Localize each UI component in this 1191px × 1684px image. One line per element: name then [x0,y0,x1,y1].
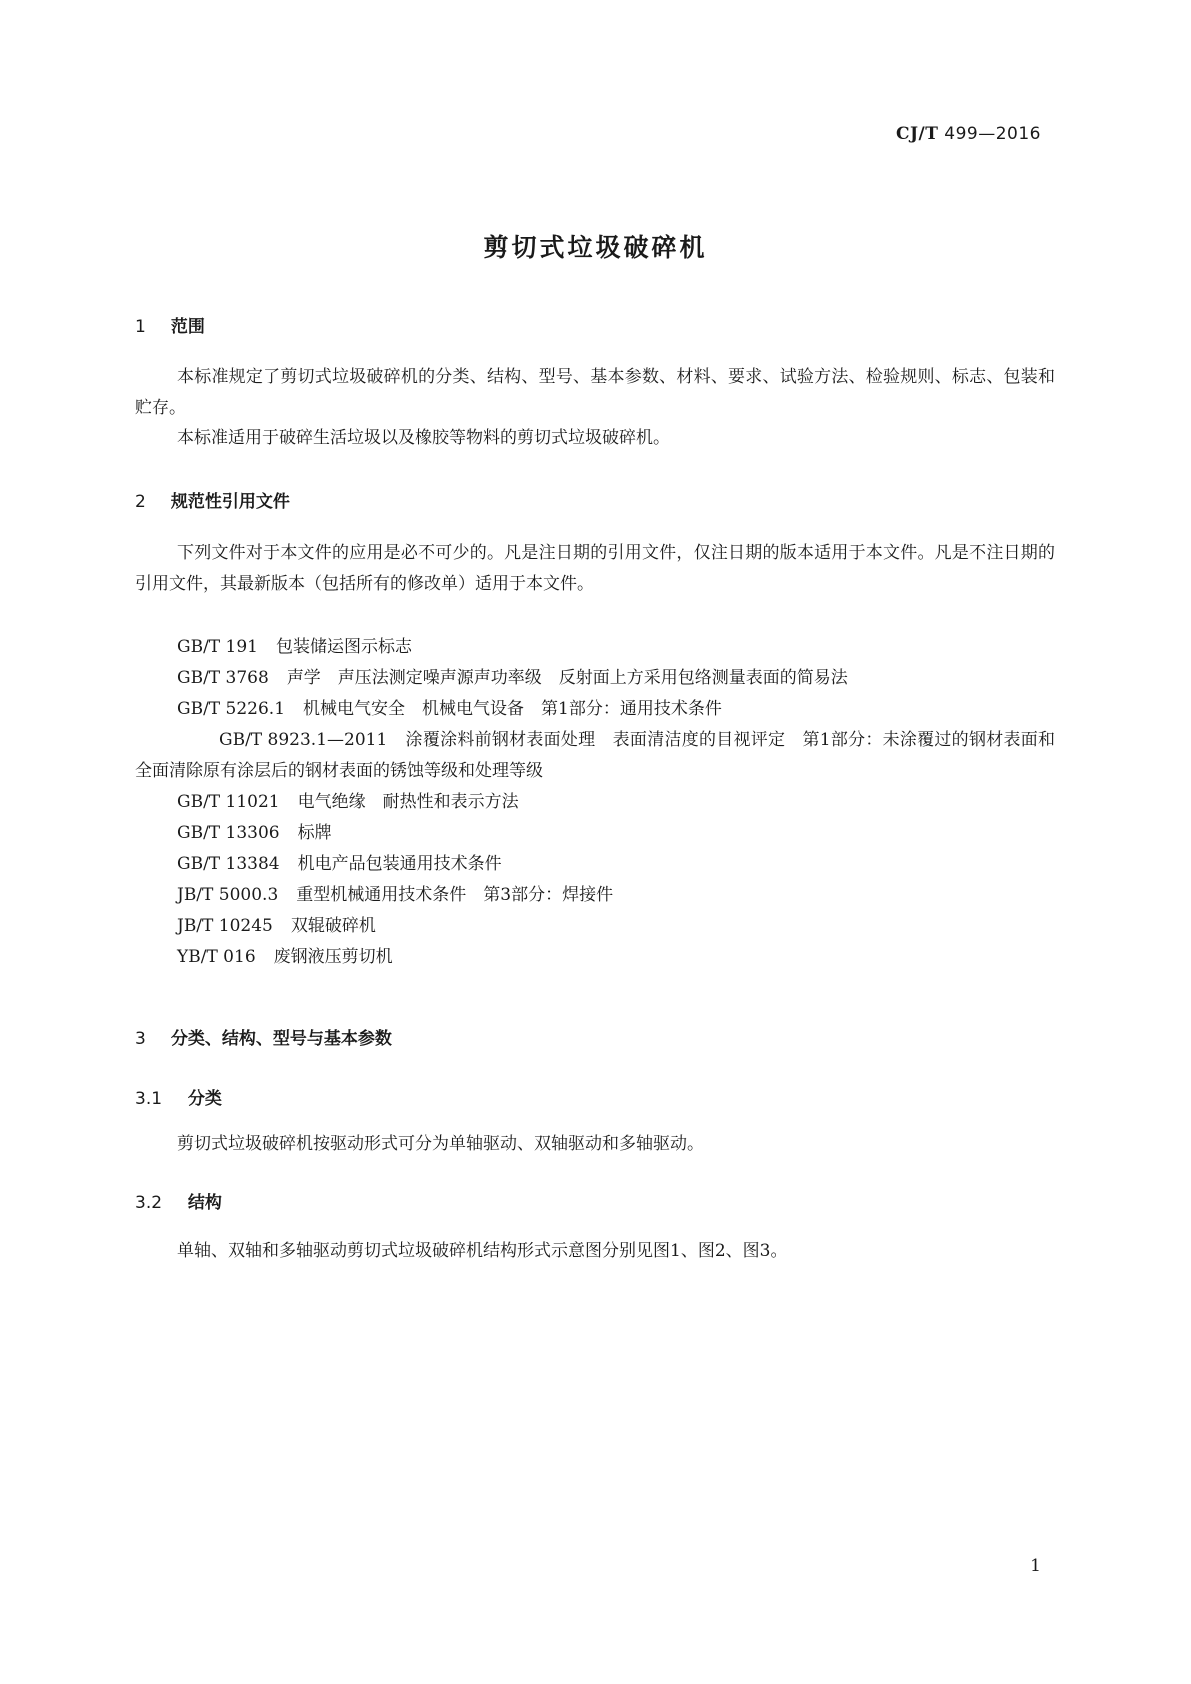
reference-title: 废钢液压剪切机 [273,947,393,967]
reference-title: 声学 声压法测定噪声源声功率级 反射面上方采用包络测量表面的简易法 [286,668,848,688]
reference-item [135,694,1055,725]
reference-code: GB/T 13306 [177,823,280,843]
reference-title: 包装储运图示标志 [276,637,412,657]
reference-title: 机电产品包装通用技术条件 [297,854,502,874]
reference-item [135,787,1055,818]
reference-list [135,632,1055,973]
reference-item [135,880,1055,911]
reference-title: 涂覆涂料前钢材表面处理 表面清洁度的目视评定 第1部分：未涂覆过的钢材表面和全面清除原有涂层后的钢材表面的锈蚀等级和处理等级 [135,730,1055,781]
section-heading-scope [135,312,205,337]
reference-code: GB/T 11021 [177,792,280,812]
reference-item [135,632,1055,663]
document-title: 剪切式垃圾破碎机 [483,233,708,262]
reference-code: GB/T 5226.1 [177,699,286,719]
subsection-heading-structure [135,1188,222,1213]
reference-code: JB/T 10245 [177,916,273,936]
reference-item [135,818,1055,849]
reference-code: GB/T 8923.1—2011 [219,730,388,750]
standard-code [896,124,1041,144]
reference-title: 标牌 [297,823,332,843]
standard-number: 499—2016 [944,124,1041,144]
subsection-number: 3.2 [135,1193,163,1213]
reference-code: GB/T 13384 [177,854,280,874]
reference-item [135,849,1055,880]
reference-item [135,725,1055,787]
standard-prefix: CJ/T [895,124,939,144]
reference-title: 双辊破碎机 [290,916,376,936]
section-heading-normative-references [135,487,290,512]
section-number: 1 [135,317,146,337]
section-title: 规范性引用文件 [170,492,290,512]
section-number: 2 [135,492,146,512]
references-intro: 下列文件对于本文件的应用是必不可少的。凡是注日期的引用文件，仅注日期的版本适用于本文件。凡是不注日期的引用文件，其最新版本（包括所有的修改单）适用于本文件。 [135,543,1055,594]
subsection-number: 3.1 [135,1089,163,1109]
section-title: 范围 [170,317,205,337]
classification-paragraph: 剪切式垃圾破碎机按驱动形式可分为单轴驱动、双轴驱动和多轴驱动。 [177,1134,704,1154]
reference-item [135,942,1055,973]
section-number: 3 [135,1029,146,1049]
subsection-title: 分类 [187,1089,222,1109]
page-number: 1 [1030,1556,1041,1576]
reference-code: YB/T 016 [177,947,256,967]
scope-paragraph-1: 本标准规定了剪切式垃圾破碎机的分类、结构、型号、基本参数、材料、要求、试验方法、检验规则、标志、包装和贮存。 [135,367,1055,418]
subsection-title: 结构 [187,1193,222,1213]
reference-title: 重型机械通用技术条件 第3部分：焊接件 [296,885,614,905]
section-heading-classification [135,1024,392,1049]
reference-title: 机械电气安全 机械电气设备 第1部分：通用技术条件 [303,699,722,719]
section-title: 分类、结构、型号与基本参数 [170,1029,392,1049]
structure-paragraph: 单轴、双轴和多轴驱动剪切式垃圾破碎机结构形式示意图分别见图1、图2、图3。 [177,1241,788,1261]
reference-code: JB/T 5000.3 [177,885,279,905]
subsection-heading-classification [135,1084,222,1109]
reference-item [135,663,1055,694]
reference-code: GB/T 191 [177,637,258,657]
reference-title: 电气绝缘 耐热性和表示方法 [297,792,519,812]
reference-item [135,911,1055,942]
reference-code: GB/T 3768 [177,668,269,688]
scope-paragraph-2: 本标准适用于破碎生活垃圾以及橡胶等物料的剪切式垃圾破碎机。 [177,428,670,448]
